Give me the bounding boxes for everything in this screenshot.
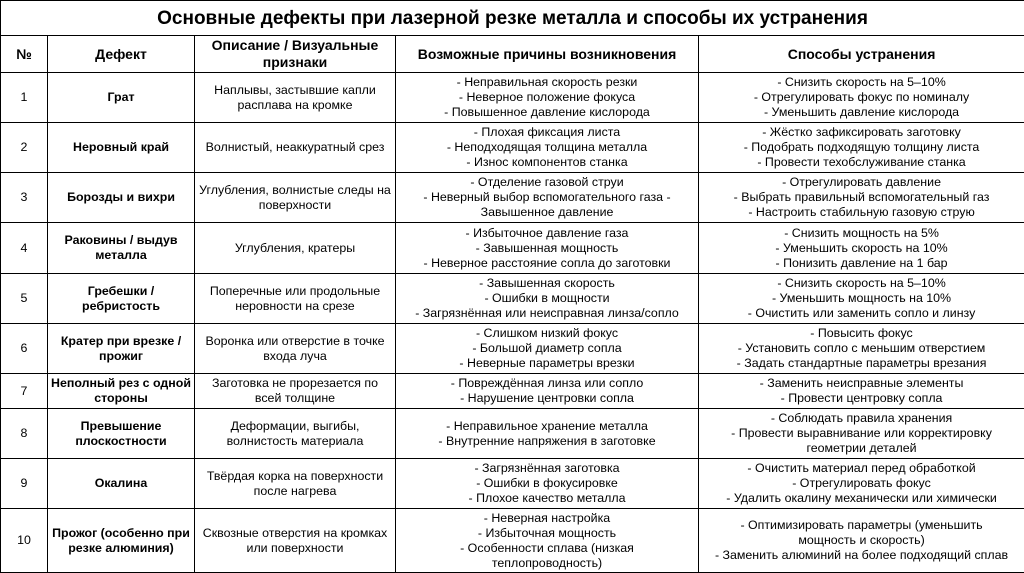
cause-line: Завышенное давление [399,205,695,220]
table-row [1,274,1024,324]
solutions-cell [699,274,1024,324]
defect-description: Деформации, выгибы, волнистость материала [195,409,396,459]
cause-line: - Неподходящая толщина металла [399,140,695,155]
table-row [1,223,1024,274]
cause-line: - Неверная настройка [399,511,695,526]
row-number: 1 [1,73,48,123]
solutions-cell [699,409,1024,459]
solution-line: - Очистить или заменить сопло и линзу [702,306,1021,321]
table-row [1,73,1024,123]
cause-line: - Неверное расстояние сопла до заготовки [399,256,695,271]
defect-description: Волнистый, неаккуратный срез [195,123,396,173]
causes-cell [396,374,699,409]
solution-line: - Отрегулировать фокус [702,476,1021,491]
cause-line: - Внутренние напряжения в заготовке [399,434,695,449]
solutions-cell [699,123,1024,173]
row-number: 10 [1,509,48,573]
causes-cell [396,123,699,173]
defect-description: Поперечные или продольные неровности на срезе [195,274,396,324]
solutions-cell [699,324,1024,374]
row-number: 4 [1,223,48,274]
defect-name: Грат [48,73,195,123]
table-row [1,509,1024,573]
cause-line: - Ошибки в фокусировке [399,476,695,491]
defect-description: Сквозные отверстия на кромках или поверхности [195,509,396,573]
causes-cell [396,223,699,274]
cause-line: - Неверный выбор вспомогательного газа - [399,190,695,205]
solution-line: - Задать стандартные параметры врезания [702,356,1021,371]
solution-line: геометрии деталей [702,441,1021,456]
defect-name: Раковины / выдув металла [48,223,195,274]
solution-line: - Жёстко зафиксировать заготовку [702,125,1021,140]
solutions-cell [699,223,1024,274]
defect-name: Неровный край [48,123,195,173]
solution-line: - Уменьшить давление кислорода [702,105,1021,120]
defect-name: Кратер при врезке / прожиг [48,324,195,374]
solution-line: мощность и скорость) [702,533,1021,548]
header-causes: Возможные причины возникновения [396,36,699,73]
defect-name: Неполный рез с одной стороны [48,374,195,409]
cause-line: - Неправильное хранение металла [399,419,695,434]
cause-line: - Повышенное давление кислорода [399,105,695,120]
row-number: 6 [1,324,48,374]
table-row [1,173,1024,223]
solution-line: - Провести выравнивание или корректировку [702,426,1021,441]
causes-cell [396,324,699,374]
cause-line: - Неверное положение фокуса [399,90,695,105]
solution-line: - Снизить мощность на 5% [702,226,1021,241]
solution-line: - Заменить неисправные элементы [702,376,1021,391]
causes-cell [396,459,699,509]
solution-line: - Снизить скорость на 5–10% [702,75,1021,90]
solution-line: - Уменьшить скорость на 10% [702,241,1021,256]
solution-line: - Заменить алюминий на более подходящий сплав [702,548,1021,563]
cause-line: - Загрязнённая или неисправная линза/сопло [399,306,695,321]
row-number: 5 [1,274,48,324]
solutions-cell [699,374,1024,409]
solution-line: - Соблюдать правила хранения [702,411,1021,426]
solution-line: - Очистить материал перед обработкой [702,461,1021,476]
defect-description: Заготовка не прорезается по всей толщине [195,374,396,409]
cause-line: - Неправильная скорость резки [399,75,695,90]
table-body [1,73,1024,573]
cause-line: - Плохое качество металла [399,491,695,506]
cause-line: - Загрязнённая заготовка [399,461,695,476]
solutions-cell [699,459,1024,509]
cause-line: - Плохая фиксация листа [399,125,695,140]
causes-cell [396,274,699,324]
cause-line: - Ошибки в мощности [399,291,695,306]
header-defect: Дефект [48,36,195,73]
row-number: 9 [1,459,48,509]
defect-name: Окалина [48,459,195,509]
cause-line: - Повреждённая линза или сопло [399,376,695,391]
solution-line: - Удалить окалину механически или химически [702,491,1021,506]
solution-line: - Провести техобслуживание станка [702,155,1021,170]
solution-line: - Выбрать правильный вспомогательный газ [702,190,1021,205]
table-row [1,123,1024,173]
cause-line: - Неверные параметры врезки [399,356,695,371]
cause-line: теплопроводность) [399,556,695,571]
causes-cell [396,73,699,123]
defect-description: Углубления, волнистые следы на поверхности [195,173,396,223]
defect-name: Прожог (особенно при резке алюминия) [48,509,195,573]
solutions-cell [699,173,1024,223]
causes-cell [396,509,699,573]
solution-line: - Оптимизировать параметры (уменьшить [702,518,1021,533]
header-solutions: Способы устранения [699,36,1024,73]
row-number: 8 [1,409,48,459]
solution-line: - Уменьшить мощность на 10% [702,291,1021,306]
defect-name: Борозды и вихри [48,173,195,223]
defect-description: Твёрдая корка на поверхности после нагрева [195,459,396,509]
solution-line: - Установить сопло с меньшим отверстием [702,341,1021,356]
solution-line: - Повысить фокус [702,326,1021,341]
cause-line: - Нарушение центровки сопла [399,391,695,406]
defect-description: Воронка или отверстие в точке входа луча [195,324,396,374]
table-title: Основные дефекты при лазерной резке металла и способы их устранения [1,1,1024,36]
cause-line: - Большой диаметр сопла [399,341,695,356]
row-number: 2 [1,123,48,173]
row-number: 7 [1,374,48,409]
cause-line: - Избыточная мощность [399,526,695,541]
header-num: № [1,36,48,73]
solution-line: - Провести центровку сопла [702,391,1021,406]
cause-line: - Завышенная скорость [399,276,695,291]
table-row [1,409,1024,459]
table-row [1,374,1024,409]
defect-name: Гребешки / ребристость [48,274,195,324]
cause-line: - Слишком низкий фокус [399,326,695,341]
table-row [1,459,1024,509]
solution-line: - Подобрать подходящую толщину листа [702,140,1021,155]
header-description: Описание / Визуальные признаки [195,36,396,73]
defect-name: Превышение плоскостности [48,409,195,459]
solution-line: - Понизить давление на 1 бар [702,256,1021,271]
defect-description: Углубления, кратеры [195,223,396,274]
cause-line: - Особенности сплава (низкая [399,541,695,556]
solution-line: - Снизить скорость на 5–10% [702,276,1021,291]
cause-line: - Отделение газовой струи [399,175,695,190]
cause-line: - Износ компонентов станка [399,155,695,170]
solutions-cell [699,509,1024,573]
causes-cell [396,409,699,459]
header-row [1,36,1024,73]
solution-line: - Отрегулировать давление [702,175,1021,190]
cause-line: - Завышенная мощность [399,241,695,256]
defect-description: Наплывы, застывшие капли расплава на кромке [195,73,396,123]
solution-line: - Отрегулировать фокус по номиналу [702,90,1021,105]
table-row [1,324,1024,374]
solution-line: - Настроить стабильную газовую струю [702,205,1021,220]
cause-line: - Избыточное давление газа [399,226,695,241]
causes-cell [396,173,699,223]
solutions-cell [699,73,1024,123]
row-number: 3 [1,173,48,223]
